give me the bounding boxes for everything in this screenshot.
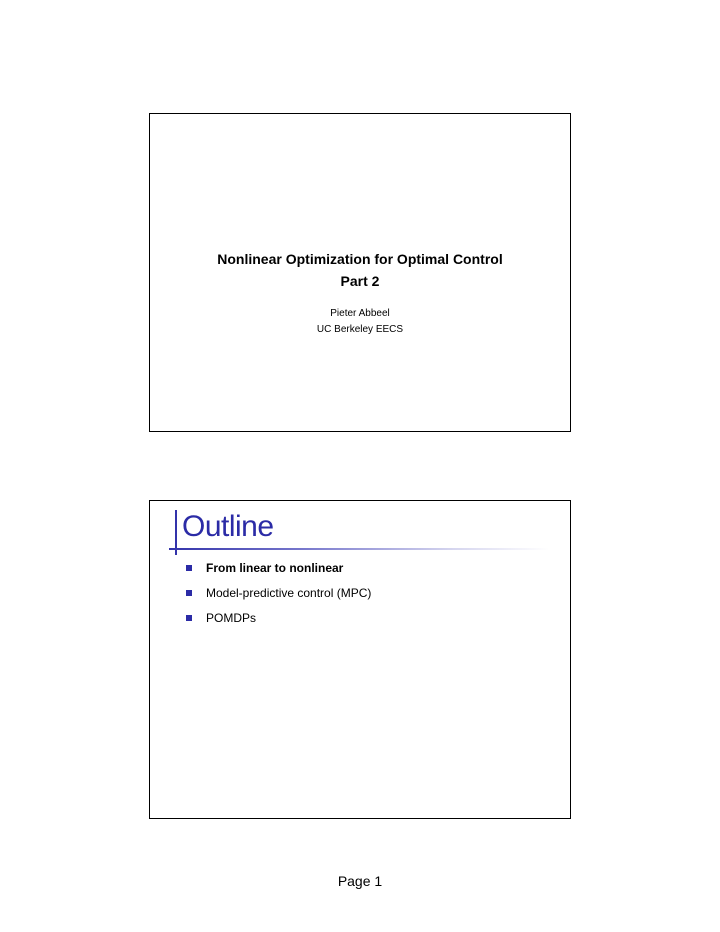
- slide-title-line2: Part 2: [340, 273, 380, 289]
- author-name: Pieter Abbeel: [330, 308, 390, 319]
- slide-title: [150, 248, 570, 292]
- bullet-text: POMDPs: [206, 611, 257, 625]
- author-affiliation: UC Berkeley EECS: [316, 324, 404, 335]
- list-item: [186, 611, 371, 625]
- square-bullet-icon: [186, 590, 192, 596]
- bullet-text: Model-predictive control (MPC): [206, 586, 372, 600]
- outline-slide: [149, 500, 571, 819]
- list-item: [186, 561, 371, 575]
- list-item: [186, 586, 371, 600]
- outline-bullet-list: [186, 561, 371, 636]
- slide-title-line1: Nonlinear Optimization for Optimal Control: [217, 251, 503, 267]
- bullet-text: From linear to nonlinear: [206, 561, 344, 575]
- heading-horizontal-rule: [169, 548, 549, 550]
- page-number: Page 1: [337, 873, 383, 889]
- square-bullet-icon: [186, 615, 192, 621]
- author-block: [150, 306, 570, 338]
- square-bullet-icon: [186, 565, 192, 571]
- title-slide: [149, 113, 571, 432]
- outline-heading: Outline: [182, 510, 274, 543]
